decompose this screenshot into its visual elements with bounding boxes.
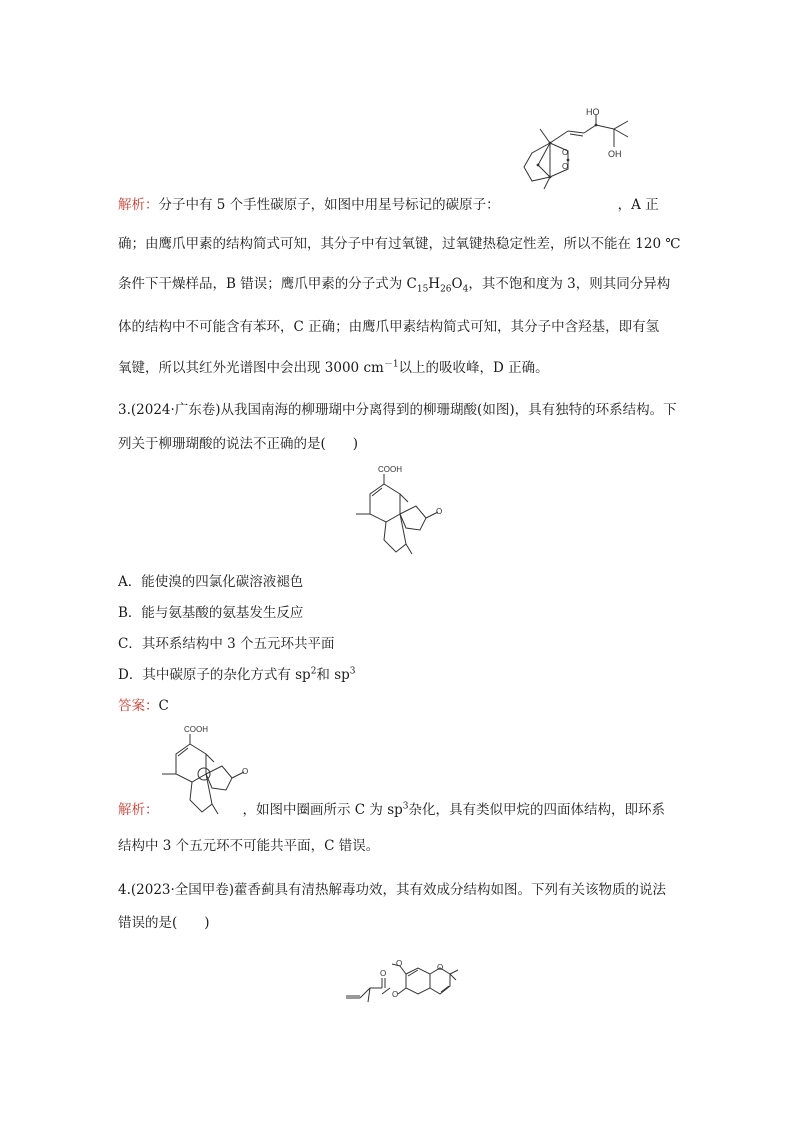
q3-stem-line1: 3.(2024·广东卷)从我国南海的柳珊瑚中分离得到的柳珊瑚酸(如图)，具有独特的环系结构。下 [118, 402, 677, 418]
analysis1-line3: 条件下干燥样品，B 错误；鹰爪甲素的分子式为 $C_{15}H_{26}O_4$，其不饱和度为 3，则其同分异构 [118, 276, 671, 295]
q4-stem-line2: 错误的是( ) [118, 915, 210, 931]
analysis-label: 解析： [118, 197, 159, 213]
answer-label: 答案： [118, 698, 159, 714]
q3-analysis-o-label: O [242, 767, 249, 776]
q4-stem-line1: 4.(2023·全国甲卷)藿香蓟具有清热解毒功效，其有效成分结构如图。下列有关该物质的说法 [118, 882, 667, 898]
analysis1-line2: 确；由鹰爪甲素的结构简式可知，其分子中有过氧键，过氧键热稳定性差，所以不能在 120 ℃ [118, 236, 681, 252]
q3-option-d[interactable]: D．其中碳原子的杂化方式有 $sp^2$和 $sp^3$ [118, 666, 356, 683]
analysis1-line1: 解析：分子中有 5 个手性碳原子，如图中用星号标记的碳原子： ，A 正 [118, 197, 659, 213]
q3-option-b[interactable]: B．能与氨基酸的氨基发生反应 [118, 605, 304, 621]
analysis1-line5: 氧键，所以其红外光谱图中会出现 3000 $cm^{-1}$以上的吸收峰，D 正确。 [118, 359, 549, 376]
mol1-oh-label: OH [608, 149, 622, 159]
q3-analysis-cooh-label: COOH [184, 725, 208, 734]
q3-o-label: O [436, 507, 443, 516]
q3-stem-line2: 列关于柳珊瑚酸的说法不正确的是( ) [118, 436, 359, 452]
q4-o-ring-label: O [437, 963, 444, 972]
q3-cooh-label: COOH [378, 465, 402, 474]
q3-option-a[interactable]: A．能使溴的四氯化碳溶液褪色 [118, 574, 304, 590]
q3-analysis-line2: 结构中 3 个五元环不可能共平面，C 错误。 [118, 838, 380, 854]
peroxide-molecule-image [510, 105, 650, 195]
q3-option-c[interactable]: C．其环系结构中 3 个五元环共平面 [118, 636, 335, 652]
q3-analysis-line1: 解析： ，如图中圈画所示 C 为 $sp^3$杂化，具有类似甲烷的四面体结构，即环系 [118, 801, 666, 818]
q4-molecule-image [340, 952, 460, 1012]
mol1-ho-label: HO [586, 107, 600, 117]
answer-value: C [158, 698, 169, 714]
q3-molecule-image [350, 462, 450, 562]
q4-o-carbonyl-label: O [380, 969, 387, 978]
q4-o-methoxy-label: O [396, 959, 403, 968]
q3-answer [118, 696, 169, 716]
mol1-o1-label: O [562, 148, 569, 157]
analysis-label: 解析： [118, 802, 159, 818]
mol1-o2-label: O [562, 162, 569, 171]
q4-o-ester-label: O [392, 990, 399, 999]
analysis1-line4: 体的结构中不可能含有苯环，C 正确；由鹰爪甲素结构简式可知，其分子中含羟基，即有氢 [118, 319, 660, 335]
